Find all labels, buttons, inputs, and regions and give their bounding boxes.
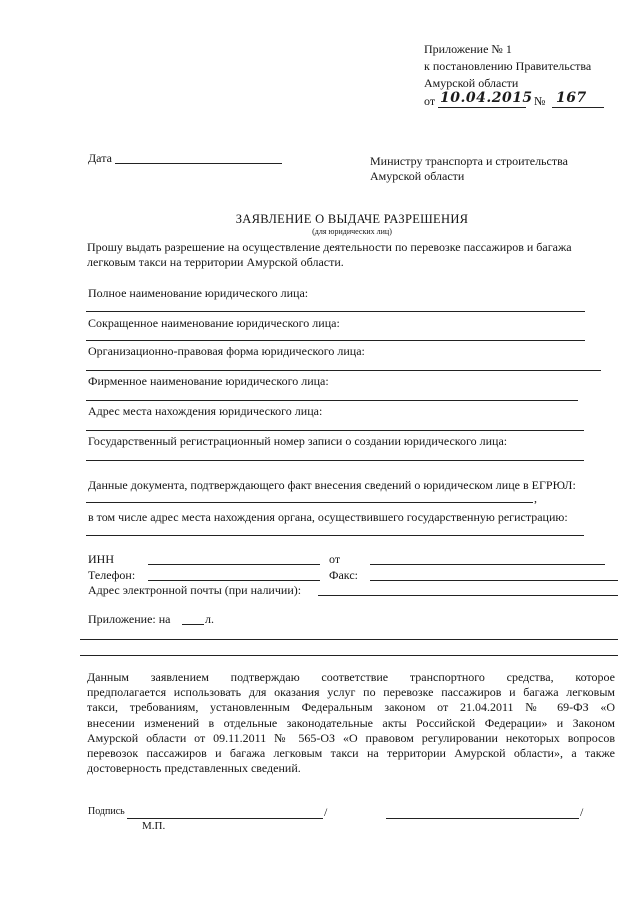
attachment-field-line-2[interactable] bbox=[80, 655, 618, 656]
addressee-line1: Министру транспорта и строительства bbox=[370, 154, 568, 168]
document-title: ЗАЯВЛЕНИЕ О ВЫДАЧЕ РАЗРЕШЕНИЯ bbox=[235, 212, 469, 226]
appendix-date-line bbox=[438, 107, 526, 108]
confirmation-line-6: перевозок пассажиров и багажа легковым такси на территории Амурской области», а также bbox=[87, 746, 615, 761]
date-field-line[interactable] bbox=[115, 163, 282, 164]
full-name-label: Полное наименование юридического лица: bbox=[88, 286, 309, 300]
document-subtitle: (для юридических лиц) bbox=[312, 227, 392, 236]
from-field-line[interactable] bbox=[370, 564, 605, 565]
signature-label: Подпись bbox=[88, 806, 125, 817]
signature-field-line[interactable] bbox=[127, 818, 323, 819]
reg-number-label: Государственный регистрационный номер записи о создании юридического лица: bbox=[88, 434, 508, 448]
phone-label: Телефон: bbox=[88, 568, 136, 582]
fax-field-line[interactable] bbox=[370, 580, 618, 581]
inn-label: ИНН bbox=[88, 552, 114, 566]
reg-authority-field-line[interactable] bbox=[86, 535, 584, 536]
appendix-date-prefix: от bbox=[424, 94, 436, 108]
email-label: Адрес электронной почты (при наличии): bbox=[88, 583, 302, 597]
appendix-number-handwritten: 167 bbox=[556, 90, 587, 106]
address-label: Адрес места нахождения юридического лица: bbox=[88, 404, 323, 418]
addressee-line2: Амурской области bbox=[370, 169, 465, 183]
confirmation-line-7: достоверность представленных сведений. bbox=[87, 761, 301, 776]
fax-label: Факс: bbox=[329, 568, 358, 582]
legal-form-field-line[interactable] bbox=[86, 370, 601, 371]
appendix-date-handwritten: 10.04.2015 bbox=[440, 90, 533, 106]
confirmation-line-2: предполагается использовать для оказания услуг по перевозке пассажиров и багажа легковым bbox=[87, 685, 615, 700]
confirmation-line-3: такси, требованиям, установленным Федеральным законом от 21.04.2011 № 69-ФЗ «О bbox=[87, 700, 615, 715]
brand-name-label: Фирменное наименование юридического лица: bbox=[88, 374, 329, 388]
short-name-field-line[interactable] bbox=[86, 340, 585, 341]
email-field-line[interactable] bbox=[318, 595, 618, 596]
confirmation-line-1: Данным заявлением подтверждаю соответствие транспортного средства, которое bbox=[87, 670, 615, 684]
request-line1: Прошу выдать разрешение на осуществление деятельности по перевозке пассажиров и багажа bbox=[87, 240, 572, 254]
seal-label: М.П. bbox=[142, 820, 166, 832]
appendix-number-line bbox=[552, 107, 604, 108]
attachment-label: Приложение: на bbox=[88, 612, 171, 626]
reg-number-field-line[interactable] bbox=[86, 460, 584, 461]
appendix-number: Приложение № 1 bbox=[424, 42, 512, 56]
signature-slash-1: / bbox=[324, 805, 328, 819]
brand-name-field-line[interactable] bbox=[86, 400, 578, 401]
egrul-comma: , bbox=[534, 491, 537, 505]
egrul-label: Данные документа, подтверждающего факт внесения сведений о юридическом лице в ЕГРЮЛ: bbox=[88, 478, 576, 492]
inn-field-line[interactable] bbox=[148, 564, 320, 565]
request-line2: легковым такси на территории Амурской области. bbox=[87, 255, 344, 269]
reg-authority-label: в том числе адрес места нахождения органа, осуществившего государственную регистрацию: bbox=[88, 510, 568, 524]
phone-field-line[interactable] bbox=[148, 580, 320, 581]
confirmation-line-4: внесении изменений в отдельные законодательные акты Российской Федерации» и Законом bbox=[87, 715, 615, 730]
legal-form-label: Организационно-правовая форма юридического лица: bbox=[88, 344, 365, 358]
full-name-field-line[interactable] bbox=[86, 311, 585, 312]
attachment-suffix: л. bbox=[205, 612, 214, 626]
appendix-resolution: к постановлению Правительства bbox=[424, 59, 592, 73]
appendix-number-prefix: № bbox=[534, 94, 546, 108]
confirmation-paragraph bbox=[87, 670, 615, 776]
date-label: Дата bbox=[88, 151, 112, 165]
appendix-region: Амурской области bbox=[424, 76, 519, 90]
attachment-field-line-1[interactable] bbox=[80, 639, 618, 640]
short-name-label: Сокращенное наименование юридического лица: bbox=[88, 316, 340, 330]
signature-name-line[interactable] bbox=[386, 818, 579, 819]
from-label: от bbox=[329, 552, 341, 566]
signature-slash-2: / bbox=[580, 805, 584, 819]
confirmation-line-5: Амурской области от 09.11.2011 № 565-ОЗ «О правовом регулировании некоторых вопросов bbox=[87, 730, 615, 745]
egrul-field-line[interactable] bbox=[86, 502, 533, 503]
attachment-pages-line[interactable] bbox=[182, 624, 204, 625]
address-field-line[interactable] bbox=[86, 430, 584, 431]
